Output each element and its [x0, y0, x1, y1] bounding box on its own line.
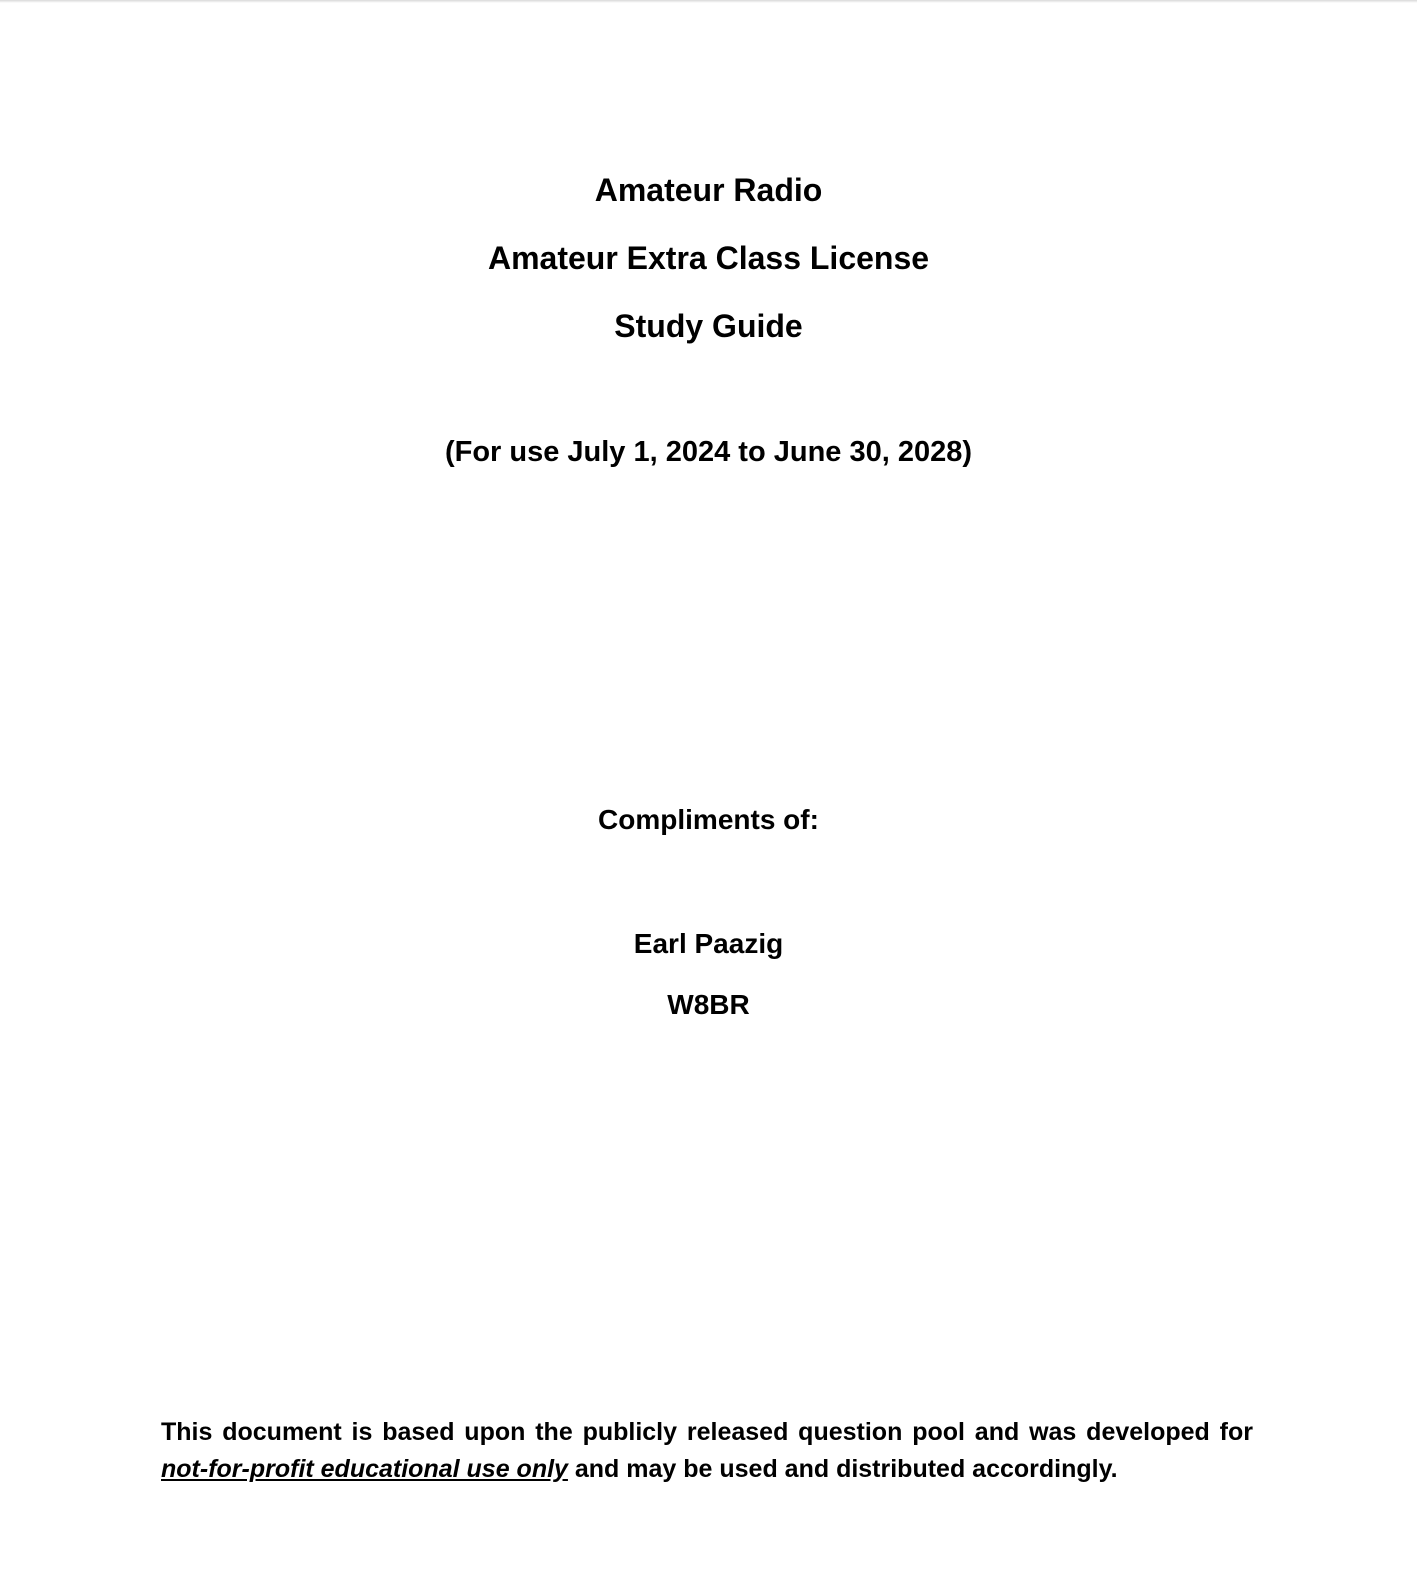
disclaimer-text-start: This document is based upon the publicly released question pool and was developed for	[161, 1418, 1253, 1446]
title-line-1: Amateur Radio	[594, 172, 823, 208]
disclaimer-paragraph	[161, 1414, 1253, 1488]
compliments-label: Compliments of:	[598, 804, 819, 835]
author-callsign: W8BR	[667, 989, 750, 1020]
title-line-2: Amateur Extra Class License	[487, 240, 930, 276]
validity-period: (For use July 1, 2024 to June 30, 2028)	[444, 436, 973, 468]
disclaimer-text-end: and may be used and distributed accordingly.	[567, 1455, 1118, 1483]
disclaimer-emphasis: not-for-profit educational use only	[161, 1455, 568, 1483]
title-line-3: Study Guide	[614, 308, 803, 344]
author-name: Earl Paazig	[633, 928, 784, 959]
